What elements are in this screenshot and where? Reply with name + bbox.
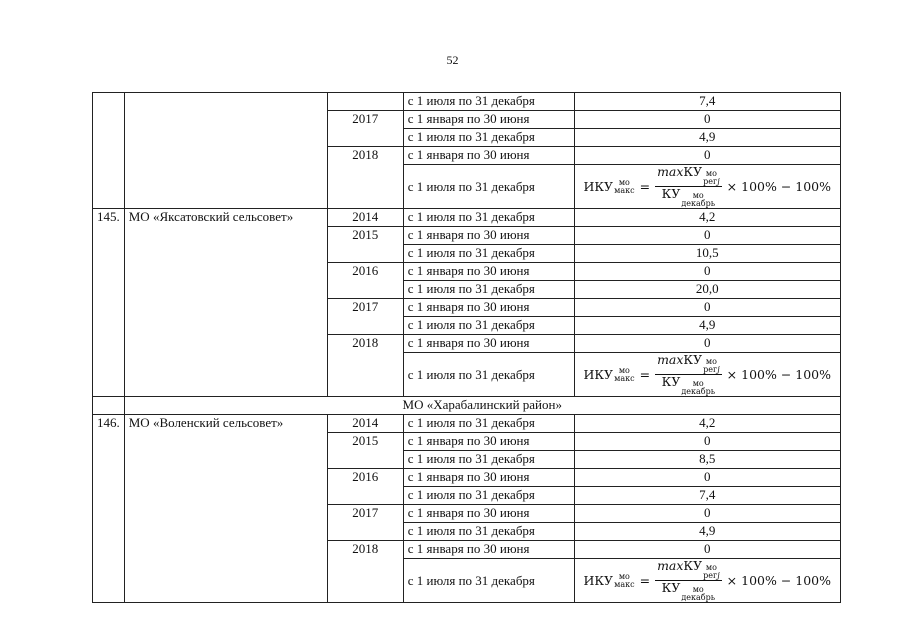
value-cell: 4,9 xyxy=(574,317,840,335)
period-cell: с 1 июля по 31 декабря xyxy=(403,93,574,111)
year-cell: 2016 xyxy=(327,263,403,299)
page-number: 52 xyxy=(446,53,459,67)
period-cell: с 1 июля по 31 декабря xyxy=(403,523,574,541)
period-cell: с 1 января по 30 июня xyxy=(403,263,574,281)
formula-fraction: maxКУ мо регj КУ мо декабрь xyxy=(657,164,720,208)
formula-cell xyxy=(574,559,840,603)
period-cell: с 1 июля по 31 декабря xyxy=(403,353,574,397)
entry-number: 145. xyxy=(93,209,125,397)
year-cell: 2017 xyxy=(327,505,403,541)
period-cell: с 1 июля по 31 декабря xyxy=(403,129,574,147)
mo-name: МО «Воленский сельсовет» xyxy=(124,415,327,603)
formula xyxy=(583,353,831,396)
year-cell: 2018 xyxy=(327,147,403,209)
formula xyxy=(583,165,831,208)
year-cell: 2014 xyxy=(327,209,403,227)
period-cell: с 1 июля по 31 декабря xyxy=(403,281,574,299)
period-cell: с 1 января по 30 июня xyxy=(403,541,574,559)
period-cell: с 1 июля по 31 декабря xyxy=(403,165,574,209)
period-cell: с 1 июля по 31 декабря xyxy=(403,245,574,263)
formula-fraction: maxКУ мо регj КУ мо декабрь xyxy=(657,352,720,396)
value-cell: 0 xyxy=(574,469,840,487)
value-cell: 4,2 xyxy=(574,415,840,433)
formula-equals: = xyxy=(639,178,651,194)
value-cell: 10,5 xyxy=(574,245,840,263)
formula-lhs: ИКУ мо макс xyxy=(583,365,635,383)
year-cell: 2016 xyxy=(327,469,403,505)
year-cell xyxy=(327,93,403,111)
period-cell: с 1 июля по 31 декабря xyxy=(403,487,574,505)
value-cell: 4,2 xyxy=(574,209,840,227)
period-cell: с 1 января по 30 июня xyxy=(403,299,574,317)
period-cell: с 1 июля по 31 декабря xyxy=(403,451,574,469)
num-cell xyxy=(93,93,125,209)
formula-cell xyxy=(574,165,840,209)
value-cell: 7,4 xyxy=(574,93,840,111)
value-cell: 7,4 xyxy=(574,487,840,505)
year-cell: 2017 xyxy=(327,299,403,335)
value-cell: 0 xyxy=(574,505,840,523)
value-cell: 0 xyxy=(574,227,840,245)
formula-cell xyxy=(574,353,840,397)
formula xyxy=(583,559,831,602)
year-cell: 2015 xyxy=(327,227,403,263)
year-cell: 2018 xyxy=(327,335,403,397)
period-cell: с 1 января по 30 июня xyxy=(403,433,574,451)
period-cell: с 1 июля по 31 декабря xyxy=(403,317,574,335)
value-cell: 20,0 xyxy=(574,281,840,299)
period-cell: с 1 января по 30 июня xyxy=(403,147,574,165)
period-cell: с 1 января по 30 июня xyxy=(403,111,574,129)
tariff-table xyxy=(92,92,841,603)
year-cell: 2014 xyxy=(327,415,403,433)
table-row xyxy=(93,415,841,433)
formula-tail: × 100% − 100% xyxy=(726,366,832,382)
formula-fraction: maxКУ мо регj КУ мо декабрь xyxy=(657,558,720,602)
period-cell: с 1 января по 30 июня xyxy=(403,505,574,523)
formula-lhs: ИКУ мо макс xyxy=(583,177,635,195)
formula-equals: = xyxy=(639,572,651,588)
value-cell: 0 xyxy=(574,335,840,353)
value-cell: 4,9 xyxy=(574,523,840,541)
year-cell: 2015 xyxy=(327,433,403,469)
period-cell: с 1 января по 30 июня xyxy=(403,227,574,245)
year-cell: 2017 xyxy=(327,111,403,147)
value-cell: 0 xyxy=(574,433,840,451)
period-cell: с 1 января по 30 июня xyxy=(403,335,574,353)
value-cell: 0 xyxy=(574,299,840,317)
mo-cell xyxy=(124,93,327,209)
table-row xyxy=(93,93,841,111)
num-cell xyxy=(93,397,125,415)
mo-name: МО «Яксатовский сельсовет» xyxy=(124,209,327,397)
period-cell: с 1 июля по 31 декабря xyxy=(403,559,574,603)
year-cell: 2018 xyxy=(327,541,403,603)
formula-tail: × 100% − 100% xyxy=(726,572,832,588)
period-cell: с 1 января по 30 июня xyxy=(403,469,574,487)
formula-equals: = xyxy=(639,366,651,382)
value-cell: 0 xyxy=(574,147,840,165)
value-cell: 8,5 xyxy=(574,451,840,469)
region-heading: МО «Харабалинский район» xyxy=(124,397,840,415)
entry-number: 146. xyxy=(93,415,125,603)
period-cell: с 1 июля по 31 декабря xyxy=(403,209,574,227)
period-cell: с 1 июля по 31 декабря xyxy=(403,415,574,433)
formula-lhs: ИКУ мо макс xyxy=(583,571,635,589)
value-cell: 0 xyxy=(574,111,840,129)
value-cell: 4,9 xyxy=(574,129,840,147)
formula-tail: × 100% − 100% xyxy=(726,178,832,194)
value-cell: 0 xyxy=(574,263,840,281)
value-cell: 0 xyxy=(574,541,840,559)
table-row xyxy=(93,397,841,415)
table-row xyxy=(93,209,841,227)
